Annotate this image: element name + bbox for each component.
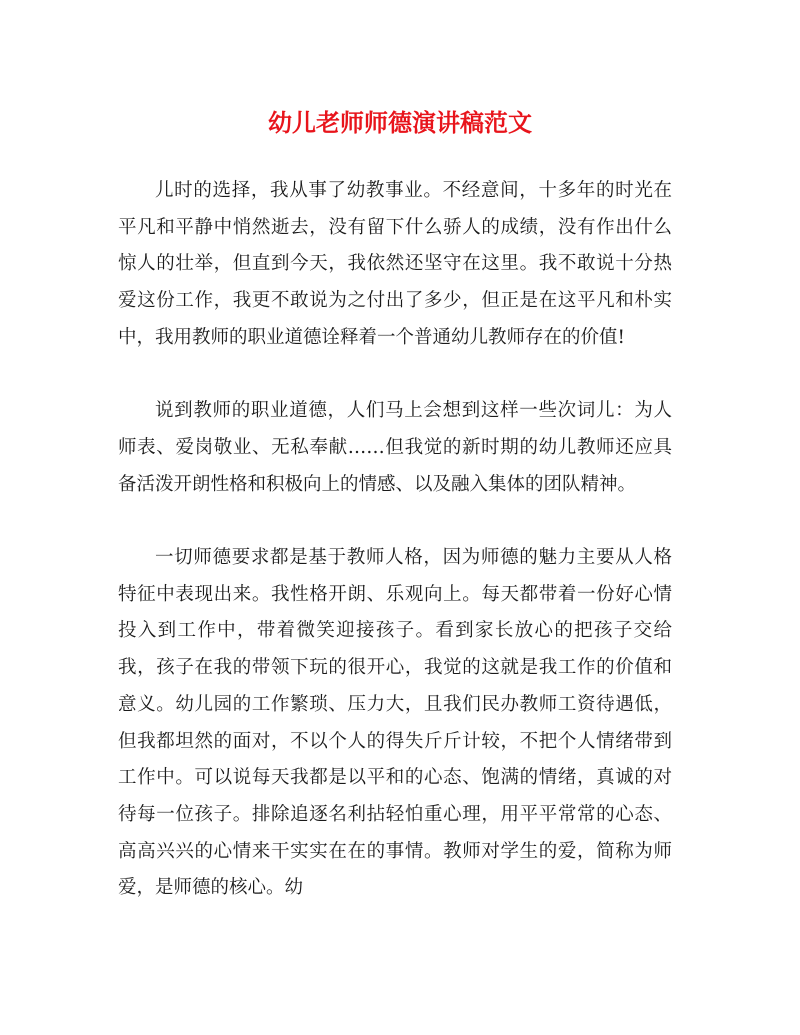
- document-body: [118, 173, 672, 944]
- paragraph-1: 儿时的选择，我从事了幼教事业。不经意间，十多年的时光在平凡和平静中悄然逝去，没有留下什么骄人的成绩，没有作出什么惊人的壮举，但直到今天，我依然还坚守在这里。我不敢说十分热爱这份工作，我更不敢说为之付出了多少，但正是在这平凡和朴实中，我用教师的职业道德诠释着一个普通幼儿教师存在的价值!: [118, 180, 672, 348]
- paragraph-2: 说到教师的职业道德，人们马上会想到这样一些次词儿：为人师表、爱岗敬业、无私奉献……但我觉的新时期的幼儿教师还应具备活泼开朗性格和积极向上的情感、以及融入集体的团队精神。: [118, 400, 672, 495]
- paragraph-3: 一切师德要求都是基于教师人格，因为师德的魅力主要从人格特征中表现出来。我性格开朗、乐观向上。每天都带着一份好心情投入到工作中，带着微笑迎接孩子。看到家长放心的把孩子交给我，孩子在我的带领下玩的很开心，我觉的这就是我工作的价值和意义。幼儿园的工作繁琐、压力大，且我们民办教师工资待遇低，但我都坦然的面对，不以个人的得失斤斤计较，不把个人情绪带到工作中。可以说每天我都是以平和的心态、饱满的情绪，真诚的对待每一位孩子。排除追逐名利拈轻怕重心理，用平平常常的心态、高高兴兴的心情来干实实在在的事情。教师对学生的爱，简称为师爱，是师德的核心。幼: [118, 547, 672, 899]
- document-title: 幼儿老师师德演讲稿范文: [268, 108, 532, 137]
